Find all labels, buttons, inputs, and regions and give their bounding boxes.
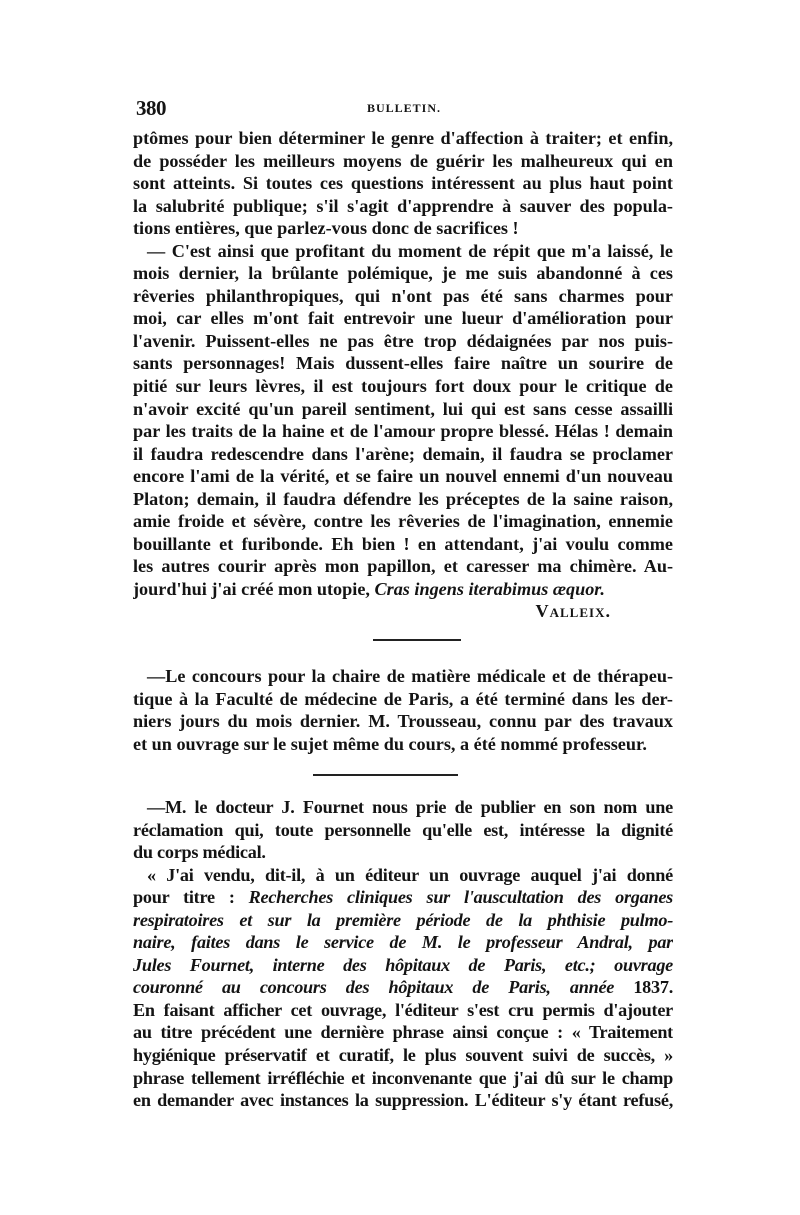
page-header [136,96,672,126]
text-line: n'avoir excité qu'un pareil sentiment, lui qui est sans cesse assailli [133,398,673,419]
latin-quote: Cras ingens iterabimus æquor. [374,578,605,599]
text-line: En faisant afficher cet ouvrage, l'éditeur s'est cru permis d'ajouter [133,999,673,1020]
text-line: bouillante et furibonde. Eh bien ! en attendant, j'ai voulu comme [133,533,673,554]
fournet-notice [133,796,673,1112]
text-line: amie froide et sévère, contre les rêveries de l'imagination, ennemie [133,511,673,532]
text-line: —Le concours pour la chaire de matière médicale et de thérapeu- [147,666,673,686]
text-line: — C'est ainsi que profitant du moment de répit que m'a laissé, le [147,240,673,261]
text-line: rêveries philanthropiques, qui n'ont pas été sans charmes pour [133,285,673,306]
text-line: réclamation qui, toute personnelle qu'elle est, intéresse la dignité [133,819,673,840]
text-line: moi, car elles m'ont fait entrevoir une lueur d'amélioration pour [133,308,673,329]
author-signature [133,600,673,623]
text-line: au titre précédent une dernière phrase ainsi conçue : « Traitement [133,1022,673,1043]
section-divider [313,774,458,776]
signature-text: Valleix. [535,601,611,622]
text-line: pitié sur leurs lèvres, il est toujours fort doux pour le critique de [133,376,673,397]
text-line: il faudra redescendre dans l'arène; demain, il faudra se proclamer [133,443,673,464]
book-title: Recherches cliniques sur l'auscultation des organes [248,887,673,908]
text-line: —M. le docteur J. Fournet nous prie de publier en son nom une [147,797,673,817]
line-text: jourd'hui j'ai créé mon utopie, [133,578,375,599]
text-line: phrase tellement irréfléchie et inconvenante que j'ai dû sur le champ [133,1067,673,1088]
text-line: en demander avec instances la suppression. L'éditeur s'y étant refusé, [133,1090,673,1111]
text-line: du corps médical. [133,842,266,863]
text-line: par les traits de la haine et de l'amour propre blessé. Hélas ! demain [133,421,673,442]
book-title-line: respiratoires et sur la première période de la phthisie pulmo- [133,909,673,930]
page-number: 380 [136,96,166,120]
book-title-line: Jules Fournet, interne des hôpitaux de Paris, etc.; ouvrage [133,954,673,975]
text-line [133,578,673,601]
text-line: sants personnages! Mais dussent-elles faire naître un sourire de [133,353,673,374]
running-title: BULLETIN. [366,101,442,115]
text-line: encore l'ami de la vérité, et se faire un nouvel ennemi d'un nouveau [133,466,673,487]
text-line: l'avenir. Puissent-elles ne pas être trop dédaignées par nos puis- [133,330,673,351]
text-line: hygiénique préservatif et curatif, le plus souvent suivi de succès, » [133,1045,673,1066]
text-line: tions entières, que parlez-vous donc de sacrifices ! [133,218,519,239]
book-title-line: naire, faites dans le service de M. le professeur Andral, par [133,932,673,953]
line-text: pour titre : [133,887,249,908]
section-divider [373,639,461,641]
concours-notice [133,665,673,755]
text-line: et un ouvrage sur le sujet même du cours, a été nommé professeur. [133,733,647,754]
text-line: « J'ai vendu, dit-il, à un éditeur un ouvrage auquel j'ai donné [147,864,673,885]
year: 1837. [633,977,673,998]
text-line [133,976,673,999]
article-text [133,127,673,623]
text-line: mois dernier, la brûlante polémique, je me suis abandonné à ces [133,263,673,284]
text-line: sont atteints. Si toutes ces questions intéressent au plus haut point [133,173,673,194]
text-line: tique à la Faculté de médecine de Paris, a été terminé dans les der- [133,688,673,709]
text-line: ptômes pour bien déterminer le genre d'affection à traiter; et enfin, [133,128,673,148]
text-line: Platon; demain, il faudra défendre les préceptes de la saine raison, [133,488,673,509]
book-title: couronné au concours des hôpitaux de Paris, année [133,977,634,998]
text-line: niers jours du mois dernier. M. Trousseau, connu par des travaux [133,711,673,732]
text-line: de posséder les meilleurs moyens de guérir les malheureux qui en [133,150,673,171]
text-line: les autres courir après mon papillon, et caresser ma chimère. Au- [133,556,673,577]
text-line [133,886,673,909]
text-line: la salubrité publique; s'il s'agit d'apprendre à sauver des popula- [133,195,673,216]
